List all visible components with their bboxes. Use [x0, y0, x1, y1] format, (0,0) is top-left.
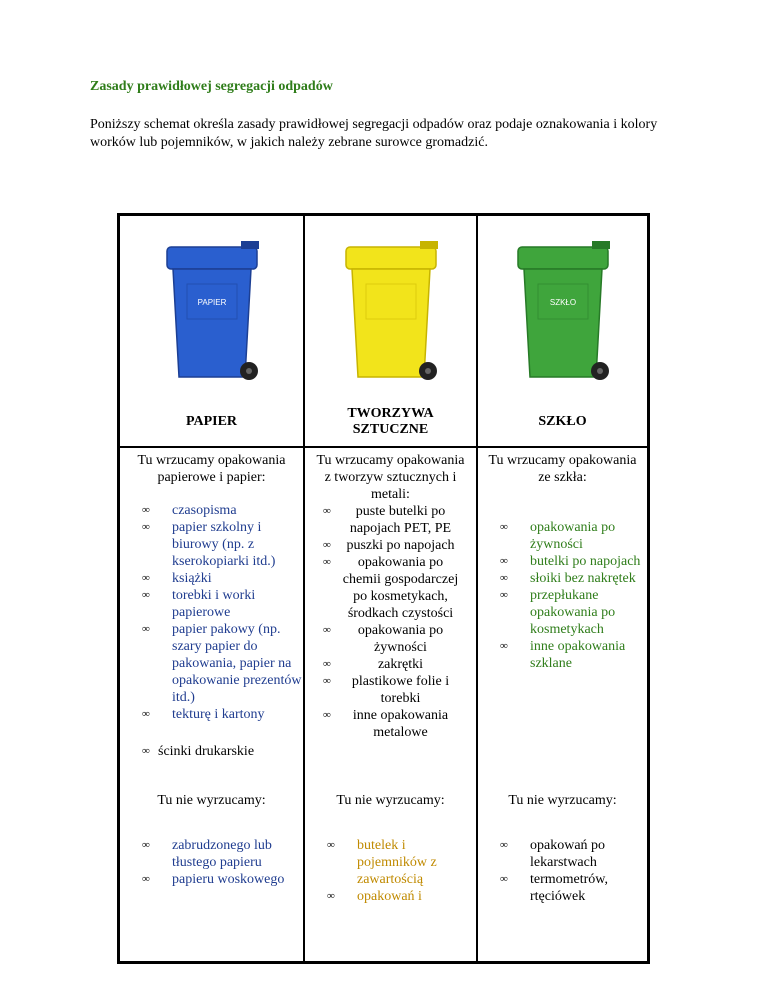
bin-label-text: PAPIER [197, 298, 226, 307]
bullet-icon: ∞ [323, 709, 331, 721]
list-item [478, 570, 647, 587]
list-item [305, 888, 476, 905]
bullet-icon: ∞ [500, 521, 508, 533]
list-item-text: papier pakowy (np. szary papier do pakowania, papier na opakowanie prezentów itd.) [172, 622, 302, 705]
list-item [478, 837, 647, 871]
segregation-table [117, 213, 650, 964]
bullet-icon: ∞ [323, 658, 331, 670]
list-item-text: opakowań po lekarstwach [530, 838, 606, 870]
szklo-list [478, 519, 647, 672]
bin-image-szklo [478, 216, 647, 412]
list-item [478, 553, 647, 570]
list-item-text: opakowania po żywności [357, 623, 444, 655]
list-item [120, 706, 303, 723]
list-item [120, 837, 303, 871]
szklo-nie-label: Tu nie wyrzucamy: [508, 793, 617, 808]
bullet-icon: ∞ [500, 640, 508, 652]
papier-extra-list [120, 743, 303, 760]
bullet-icon: ∞ [500, 572, 508, 584]
list-item-text: papieru woskowego [172, 872, 285, 887]
papier-list [120, 502, 303, 723]
list-item-text: opakowania po żywności [530, 520, 616, 552]
column-tworzywa [305, 452, 476, 741]
list-item [305, 503, 476, 537]
heading-tworzywa [305, 400, 476, 444]
list-item [120, 871, 303, 888]
bin-image-papier [120, 216, 303, 412]
wheelie-bin-icon [157, 239, 267, 389]
list-item-text: zabrudzonego lub tłustego papieru [172, 838, 272, 870]
bullet-icon: ∞ [142, 521, 150, 533]
list-item-text: butelki po napojach [530, 554, 641, 569]
bullet-icon: ∞ [142, 589, 150, 601]
bullet-icon: ∞ [142, 839, 150, 851]
column-papier [120, 452, 303, 760]
list-item [305, 554, 476, 622]
bullet-icon: ∞ [327, 890, 335, 902]
list-item-text: tekturę i kartony [172, 707, 265, 722]
bullet-icon: ∞ [500, 873, 508, 885]
list-item-text: torebki i worki papierowe [172, 588, 256, 620]
page-title: Zasady prawidłowej segregacji odpadów [90, 79, 333, 94]
list-item-text: puszki po napojach [346, 538, 455, 553]
heading-szklo: SZKŁO [538, 414, 587, 429]
wheelie-bin-icon [508, 239, 618, 389]
list-item [305, 673, 476, 707]
list-item [478, 587, 647, 638]
tworzywa-nie-section [305, 792, 476, 905]
szklo-nie-section [478, 792, 647, 905]
list-item-text: opakowań i [357, 889, 422, 904]
bullet-icon: ∞ [500, 555, 508, 567]
bullet-icon: ∞ [142, 708, 150, 720]
list-item-text: inne opakowania szklane [530, 639, 626, 671]
papier-intro: Tu wrzucamy opakowania papierowe i papier: [137, 453, 286, 485]
list-item-text: papier szkolny i biurowy (np. z kserokopiarki itd.) [172, 520, 276, 569]
papier-nie-list [120, 837, 303, 888]
list-item [120, 570, 303, 587]
list-item-text: puste butelki po napojach PET, PE [349, 504, 452, 536]
tworzywa-intro: Tu wrzucamy opakowania z tworzyw sztucznych i metali: [316, 453, 465, 502]
tworzywa-nie-label: Tu nie wyrzucamy: [336, 793, 445, 808]
list-item [305, 837, 476, 888]
tworzywa-list [305, 503, 476, 741]
szklo-intro: Tu wrzucamy opakowania ze szkła: [488, 453, 637, 485]
list-item [305, 656, 476, 673]
list-item-text: słoiki bez nakrętek [530, 571, 636, 586]
papier-nie-section [120, 792, 303, 888]
szklo-nie-list [478, 837, 647, 905]
list-item-text: czasopisma [172, 503, 237, 518]
bullet-icon: ∞ [323, 675, 331, 687]
heading-tworzywa-text: TWORZYWA SZTUCZNE [347, 406, 434, 437]
papier-nie-label: Tu nie wyrzucamy: [157, 793, 266, 808]
bullet-icon: ∞ [323, 556, 331, 568]
bullet-icon: ∞ [142, 504, 150, 516]
list-item [478, 638, 647, 672]
intro-paragraph: Poniższy schemat określa zasady prawidłowej segregacji odpadów oraz podaje oznakowania i kolory worków lub pojemników, w jakich należy zebrane surowce gromadzić. [90, 117, 658, 150]
list-item [120, 502, 303, 519]
list-item-text: książki [172, 571, 212, 586]
bullet-icon: ∞ [323, 505, 331, 517]
bin-label-text: SZKŁO [549, 298, 576, 307]
list-item-text: zakrętki [377, 657, 424, 672]
bin-image-tworzywa [305, 216, 476, 412]
list-item [305, 537, 476, 554]
heading-papier: PAPIER [185, 414, 238, 429]
bullet-icon: ∞ [142, 873, 150, 885]
bullet-icon: ∞ [323, 539, 331, 551]
list-item [305, 622, 476, 656]
list-item [120, 621, 303, 706]
bullet-icon: ∞ [327, 839, 335, 851]
wheelie-bin-icon [336, 239, 446, 389]
list-item [120, 519, 303, 570]
bullet-icon: ∞ [142, 623, 150, 635]
list-item-text: plastikowe folie i torebki [351, 674, 450, 706]
bullet-icon: ∞ [500, 839, 508, 851]
list-item [478, 871, 647, 905]
papier-extra-item: ścinki drukarskie [158, 744, 255, 759]
list-item-text: opakowania po chemii gospodarczej po kosmetykach, środkach czystości [342, 555, 459, 621]
row-divider [120, 446, 647, 448]
list-item [478, 519, 647, 553]
list-item-text: przepłukane opakowania po kosmetykach [530, 588, 616, 637]
bullet-icon: ∞ [500, 589, 508, 601]
column-szklo [478, 452, 647, 672]
list-item [120, 743, 303, 760]
list-item-text: inne opakowania metalowe [352, 708, 449, 740]
bullet-icon: ∞ [142, 745, 150, 757]
list-item-text: termometrów, rtęciówek [530, 872, 609, 904]
tworzywa-nie-list [305, 837, 476, 905]
bullet-icon: ∞ [323, 624, 331, 636]
list-item-text: butelek i pojemników z zawartością [357, 838, 437, 887]
list-item [120, 587, 303, 621]
bullet-icon: ∞ [142, 572, 150, 584]
list-item [305, 707, 476, 741]
